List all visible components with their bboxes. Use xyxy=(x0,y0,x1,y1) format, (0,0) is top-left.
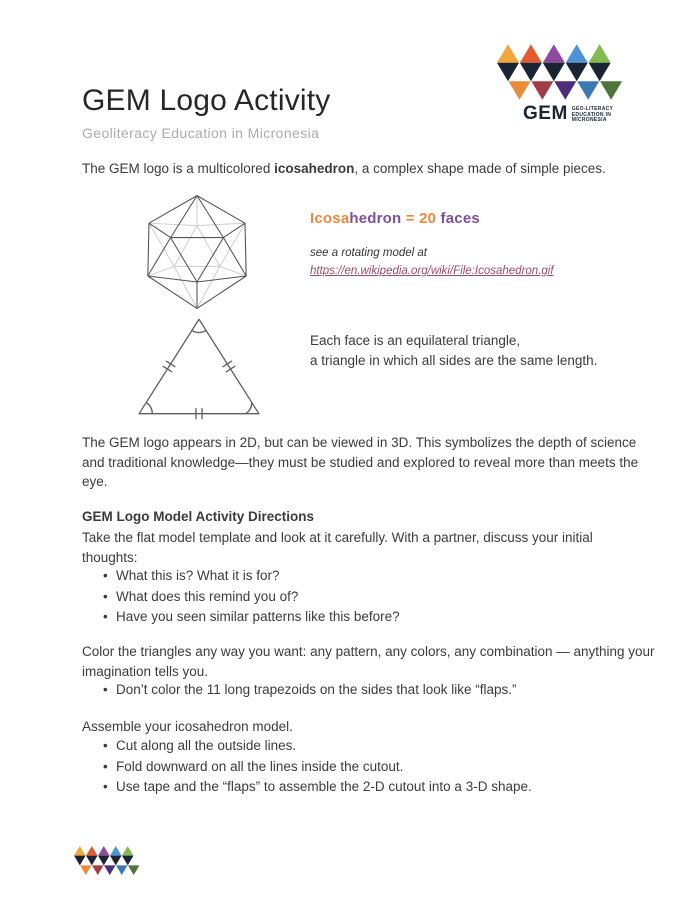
bullet-item: • What does this remind you of? xyxy=(82,587,400,608)
icosahedron-caption-block xyxy=(310,210,554,279)
brand-logo xyxy=(497,44,647,124)
directions-heading: GEM Logo Model Activity Directions xyxy=(82,509,315,524)
gem-tagline: GEO-LITERACY EDUCATION IN MICRONESIA xyxy=(571,106,614,123)
bullet-icon: • xyxy=(103,758,108,774)
bullet-item: • Don’t color the 11 long trapezoids on the sides that look like “flaps.” xyxy=(82,680,516,701)
bullet-icon: • xyxy=(103,609,108,624)
bullet-icon: • xyxy=(103,779,108,794)
gem-wordmark-block xyxy=(523,105,647,124)
color-paragraph: Color the triangles any way you want: any pattern, any colors, any combination — anything your imagination tells you. xyxy=(82,644,655,679)
bullet-icon: • xyxy=(103,568,108,583)
paragraph-2d3d: The GEM logo appears in 2D, but can be viewed in 3D. This symbolizes the depth of science and traditional knowledge—they must be studied and explored to reveal more than meets the eye. xyxy=(82,435,639,489)
triangle-caption-line1: Each face is an equilateral triangle, xyxy=(310,333,521,348)
bullet-item: • Have you seen similar patterns like this before? xyxy=(82,607,400,628)
bullet-item: • Fold downward on all the lines inside the cutout. xyxy=(82,757,532,778)
footer-logo-triangles-icon xyxy=(74,846,140,875)
assemble-bullet-list xyxy=(82,736,532,798)
directions-intro: Take the flat model template and look at it carefully. With a partner, discuss your initial thoughts: xyxy=(82,530,593,565)
page-title: GEM Logo Activity xyxy=(82,84,331,117)
gem-wordmark: GEM xyxy=(523,103,568,124)
triangle-caption-line2: a triangle in which all sides are the same length. xyxy=(310,352,598,368)
rotating-model-note: see a rotating model at xyxy=(310,247,427,259)
page-subtitle: Geoliteracy Education in Micronesia xyxy=(82,125,320,141)
wikipedia-link[interactable]: https://en.wikipedia.org/wiki/File:Icosahedron.gif xyxy=(310,265,554,277)
bullet-item: • Cut along all the outside lines. xyxy=(82,736,532,757)
bullet-icon: • xyxy=(103,588,108,604)
color-bullet-list xyxy=(82,680,516,701)
discuss-bullet-list xyxy=(82,566,400,628)
icosa-headline: Icosahedron = 20 faces xyxy=(310,210,480,227)
bullet-icon: • xyxy=(103,682,108,697)
triangle-caption-block xyxy=(310,331,597,370)
intro-paragraph: The GEM logo is a multicolored icosahedron, a complex shape made of simple pieces. xyxy=(82,161,606,176)
bullet-item: • What this is? What it is for? xyxy=(82,566,400,587)
assemble-paragraph: Assemble your icosahedron model. xyxy=(82,719,293,734)
bullet-item: • Use tape and the “flaps” to assemble the 2-D cutout into a 3-D shape. xyxy=(82,777,532,798)
icosahedron-figure xyxy=(137,192,257,312)
bullet-icon: • xyxy=(103,738,108,753)
equilateral-triangle-figure xyxy=(132,313,266,421)
gem-logo-triangles-icon xyxy=(497,44,623,100)
